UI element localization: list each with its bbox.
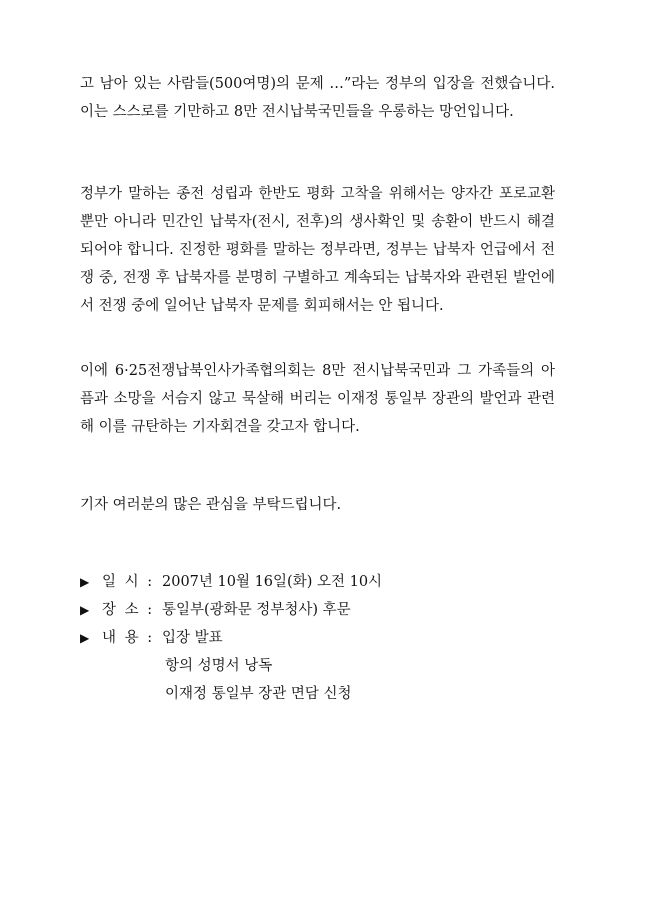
paragraph-request-interest: 기자 여러분의 많은 관심을 부탁드립니다. <box>80 497 342 513</box>
info-content-extra-2: 이재정 통일부 장관 면담 신청 <box>165 686 352 702</box>
info-label-date: 일 시 : <box>102 574 155 590</box>
info-value-date: 2007년 10월 16일(화) 오전 10시 <box>162 574 383 590</box>
info-label-place: 장 소 : <box>102 602 155 618</box>
triangle-bullet-icon: ▶ <box>80 603 90 617</box>
paragraph-peace-requirements: 정부가 말하는 종전 성립과 한반도 평화 고착을 위해서는 양자간 포로교환 뿐만 아니라 민간인 납북자(전시, 전후)의 생사확인 및 송환이 반드시 해결되어야 합니다. 진정한 평화를 말하는 정부라면, 정부는 납북자 언급에서 전쟁 중, 전쟁 후 납북자를 분명히 구별하고 계속되는 납북자와 관련된 발언에서 전쟁 중에 일어난 납북자 문제를 회피해서는 안 됩니다. <box>80 186 555 314</box>
info-row-content <box>80 624 560 652</box>
info-row-date <box>80 568 560 596</box>
info-content-extra-1: 항의 성명서 낭독 <box>165 658 273 674</box>
triangle-bullet-icon: ▶ <box>80 631 90 645</box>
triangle-bullet-icon: ▶ <box>80 575 90 589</box>
paragraph-press-conference: 이에 6·25전쟁납북인사가족협의회는 8만 전시납북국민과 그 가족들의 아픔과 소망을 서슴지 않고 묵살해 버리는 이재정 통일부 장관의 발언과 관련해 이를 규탄하는 기자회견을 갖고자 합니다. <box>80 363 555 435</box>
info-value-content: 입장 발표 <box>162 630 223 646</box>
info-row-place <box>80 596 560 624</box>
paragraph-government-position: 고 남아 있는 사람들(500여명)의 문제 …”라는 정부의 입장을 전했습니다. 이는 스스로를 기만하고 8만 전시납북국민들을 우롱하는 망언입니다. <box>80 76 555 120</box>
info-value-place: 통일부(광화문 정부청사) 후문 <box>162 602 351 618</box>
event-info <box>80 568 560 708</box>
info-label-content: 내 용 : <box>102 630 155 646</box>
